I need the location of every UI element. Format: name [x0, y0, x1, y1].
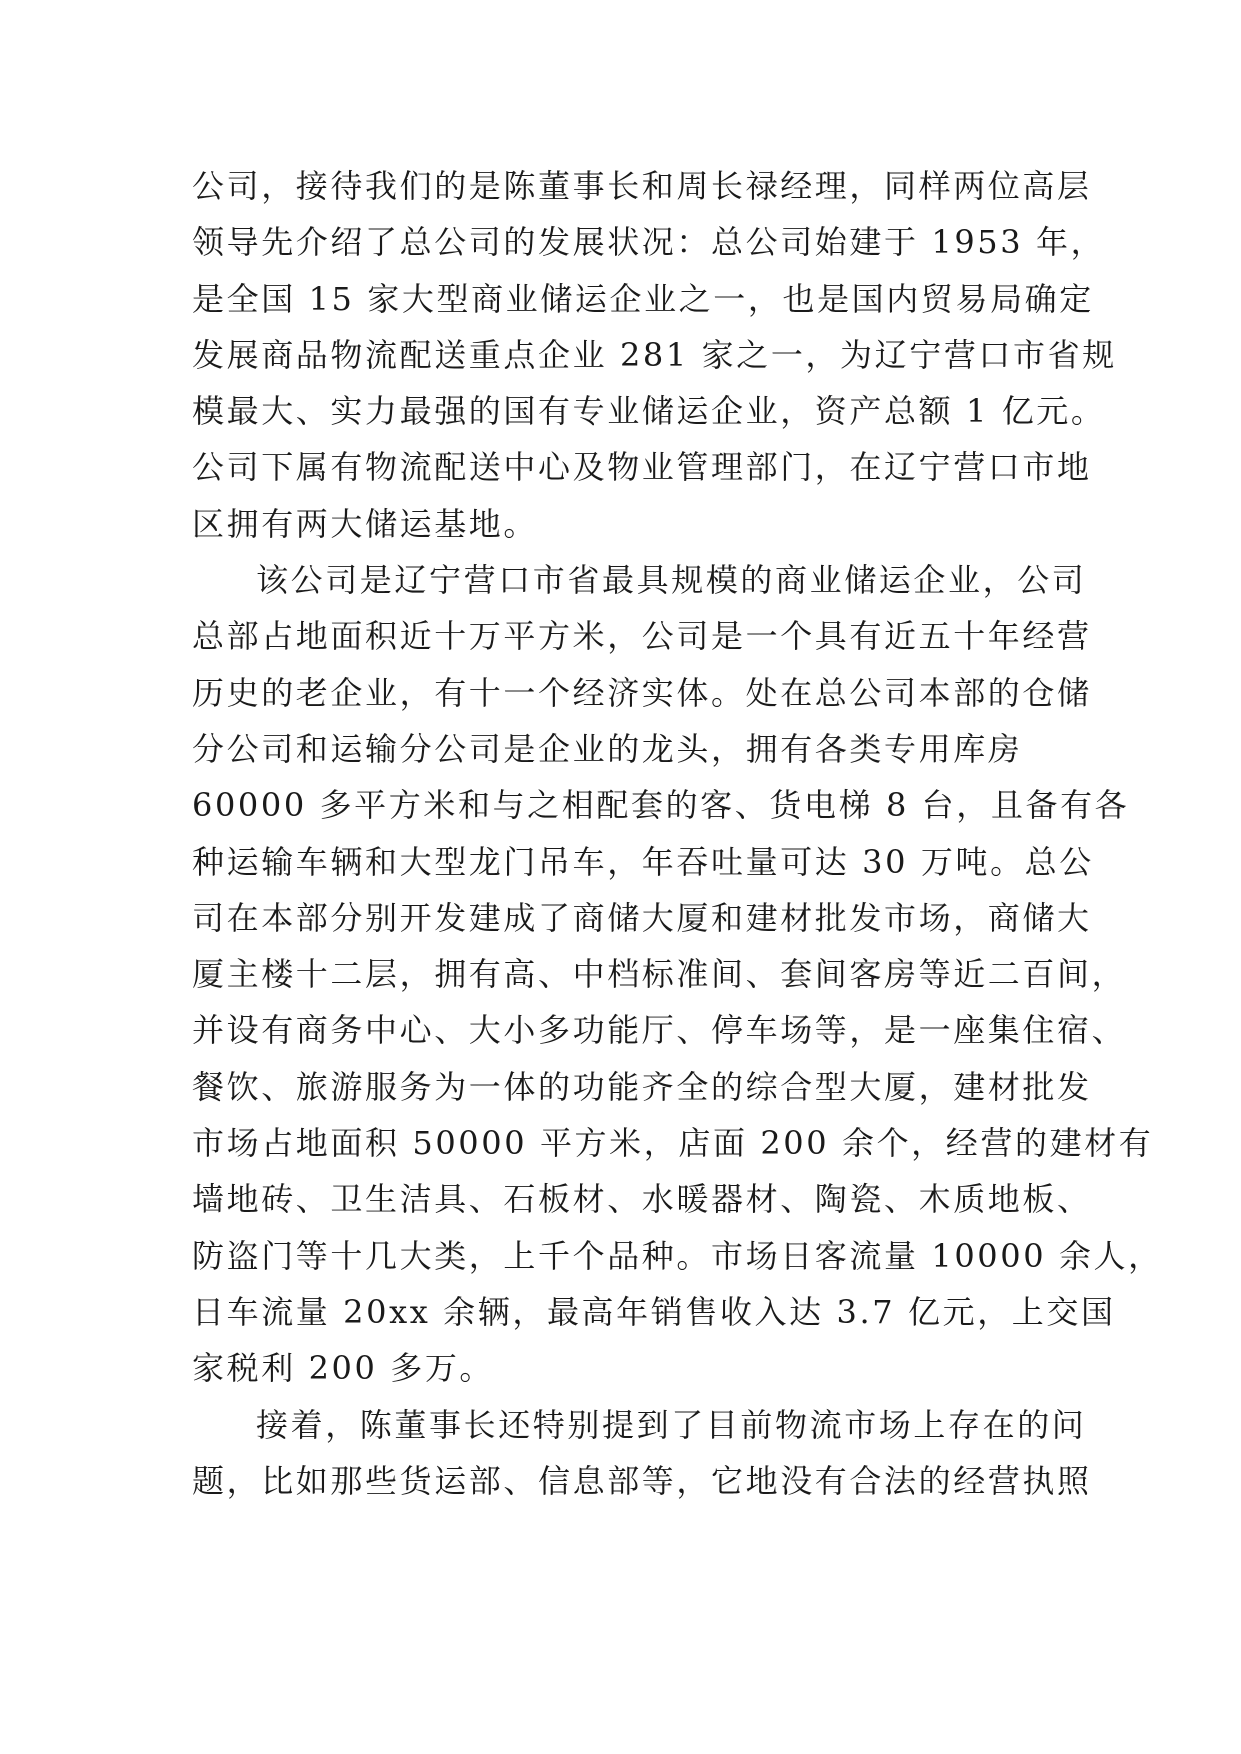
text-line: 模最大、实力最强的国有专业储运企业，资产总额 1 亿元。	[192, 392, 1106, 431]
document-body	[192, 158, 1163, 1509]
text-line: 餐饮、旅游服务为一体的功能齐全的综合型大厦，建材批发	[192, 1067, 1092, 1106]
text-line: 总部占地面积近十万平方米，公司是一个具有近五十年经营	[192, 617, 1092, 656]
text-line: 区拥有两大储运基地。	[192, 504, 539, 543]
paragraph-first-line: 该公司是辽宁营口市省最具规模的商业储运企业，公司	[256, 561, 1087, 600]
text-line: 题，比如那些货运部、信息部等，它地没有合法的经营执照	[192, 1461, 1092, 1500]
text-line: 防盗门等十几大类，上千个品种。市场日客流量 10000 余人，	[192, 1236, 1163, 1275]
text-line: 历史的老企业，有十一个经济实体。处在总公司本部的仓储	[192, 673, 1092, 712]
text-line: 种运输车辆和大型龙门吊车，年吞吐量可达 30 万吨。总公	[192, 842, 1094, 881]
text-line: 分公司和运输分公司是企业的龙头，拥有各类专用库房	[192, 729, 1023, 768]
text-line: 公司，接待我们的是陈董事长和周长禄经理，同样两位高层	[192, 167, 1092, 205]
text-line: 家税利 200 多万。	[192, 1349, 495, 1388]
text-line: 日车流量 20xx 余辆，最高年销售收入达 3.7 亿元，上交国	[192, 1292, 1116, 1331]
text-line: 墙地砖、卫生洁具、石板材、水暖器材、陶瓷、木质地板、	[192, 1180, 1092, 1219]
text-line: 发展商品物流配送重点企业 281 家之一，为辽宁营口市省规	[192, 335, 1117, 374]
text-line: 60000 多平方米和与之相配套的客、货电梯 8 台，且备有各	[192, 786, 1130, 825]
text-line: 厦主楼十二层，拥有高、中档标准间、套间客房等近二百间，	[192, 955, 1127, 994]
text-line: 公司下属有物流配送中心及物业管理部门，在辽宁营口市地	[192, 448, 1092, 487]
text-line: 市场占地面积 50000 平方米，店面 200 余个，经营的建材有	[192, 1124, 1154, 1163]
text-line: 并设有商务中心、大小多功能厅、停车场等，是一座集住宿、	[192, 1011, 1127, 1050]
paragraph-first-line: 接着，陈董事长还特别提到了目前物流市场上存在的问	[256, 1405, 1087, 1444]
text-line: 领导先介绍了总公司的发展状况：总公司始建于 1953 年，	[192, 223, 1106, 262]
text-line: 是全国 15 家大型商业储运企业之一，也是国内贸易局确定	[192, 279, 1094, 318]
text-line: 司在本部分别开发建成了商储大厦和建材批发市场，商储大	[192, 898, 1092, 937]
